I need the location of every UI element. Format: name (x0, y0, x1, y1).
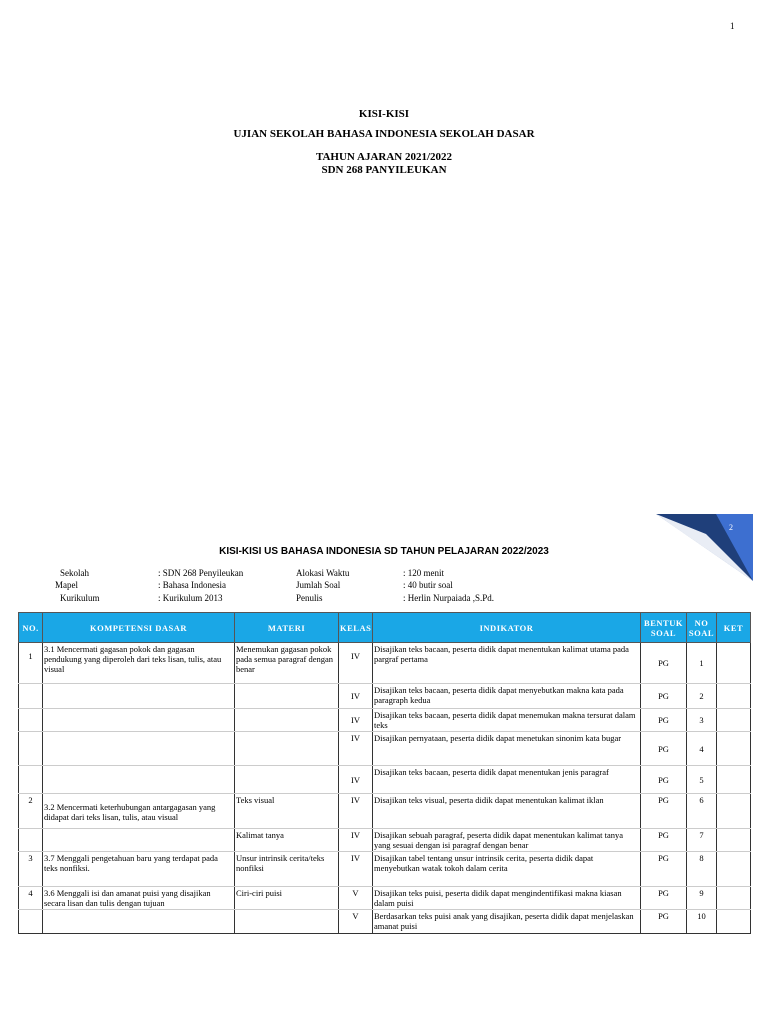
cell-no (19, 732, 43, 766)
cell-ket (717, 643, 751, 684)
cell-bentuk: PG (641, 794, 687, 829)
table-header-row (19, 613, 751, 643)
table-row (19, 766, 751, 794)
cell-indikator: Disajikan pernyataan, peserta didik dapat menetukan sinonim kata bugar (373, 732, 641, 766)
kisi-kisi-table (18, 612, 751, 934)
cell-kelas: IV (339, 684, 373, 709)
header-indikator: INDIKATOR (373, 613, 641, 643)
table-row (19, 887, 751, 910)
cell-bentuk: PG (641, 829, 687, 852)
cell-bentuk: PG (641, 732, 687, 766)
cell-ket (717, 709, 751, 732)
cell-no: 2 (19, 794, 43, 829)
cell-nosoal: 9 (687, 887, 717, 910)
cell-kd: 3.7 Menggali pengetahuan baru yang terdapat pada teks nonfiksi. (43, 852, 235, 887)
cell-indikator: Disajikan teks visual, peserta didik dapat menentukan kalimat iklan (373, 794, 641, 829)
page-number-1: 1 (730, 21, 735, 31)
table-row (19, 910, 751, 934)
cell-kelas: IV (339, 829, 373, 852)
table-row (19, 732, 751, 766)
cell-nosoal: 7 (687, 829, 717, 852)
cell-no: 3 (19, 852, 43, 887)
table-row (19, 643, 751, 684)
cell-no (19, 766, 43, 794)
cell-kelas: V (339, 910, 373, 934)
cell-materi (235, 732, 339, 766)
cell-nosoal: 5 (687, 766, 717, 794)
cell-kelas: IV (339, 732, 373, 766)
doc-title: KISI-KISI (358, 108, 410, 120)
doc-school: SDN 268 PANYILEUKAN (321, 164, 447, 176)
cell-kd: 3.2 Mencermati keterhubungan antargagasan yang didapat dari teks lisan, tulis, atau visual (43, 794, 235, 829)
header-no-soal: NO SOAL (687, 613, 717, 643)
meta-label-kurikulum: Kurikulum (60, 593, 100, 603)
meta-label-penulis: Penulis (296, 593, 323, 603)
cell-nosoal: 3 (687, 709, 717, 732)
cell-nosoal: 1 (687, 643, 717, 684)
cell-bentuk: PG (641, 766, 687, 794)
cell-no: 4 (19, 887, 43, 910)
cell-nosoal: 10 (687, 910, 717, 934)
cell-kelas: IV (339, 643, 373, 684)
cell-indikator: Disajikan teks bacaan, peserta didik dapat menemukan makna tersurat dalam teks (373, 709, 641, 732)
cell-bentuk: PG (641, 910, 687, 934)
cell-materi (235, 684, 339, 709)
cell-nosoal: 8 (687, 852, 717, 887)
header-materi: MATERI (235, 613, 339, 643)
cell-kd (43, 732, 235, 766)
cell-indikator: Disajikan teks puisi, peserta didik dapat mengindentifikasi makna kiasan dalam puisi (373, 887, 641, 910)
cell-no (19, 829, 43, 852)
cell-nosoal: 4 (687, 732, 717, 766)
cell-no (19, 709, 43, 732)
cell-ket (717, 887, 751, 910)
header-bentuk-soal: BENTUK SOAL (641, 613, 687, 643)
page-number-2: 2 (729, 523, 733, 532)
cell-bentuk: PG (641, 852, 687, 887)
cell-ket (717, 684, 751, 709)
cell-indikator: Disajikan teks bacaan, peserta didik dapat menentukan jenis paragraf (373, 766, 641, 794)
cell-ket (717, 852, 751, 887)
cell-nosoal: 6 (687, 794, 717, 829)
doc-subtitle: UJIAN SEKOLAH BAHASA INDONESIA SEKOLAH DASAR (233, 128, 535, 140)
header-kelas: KELAS (339, 613, 373, 643)
meta-value-kurikulum: : Kurikulum 2013 (158, 593, 223, 603)
cell-materi: Menemukan gagasan pokok pada semua paragraf dengan benar (235, 643, 339, 684)
cell-kelas: V (339, 887, 373, 910)
cell-materi (235, 766, 339, 794)
cell-bentuk: PG (641, 887, 687, 910)
meta-value-mapel: : Bahasa Indonesia (158, 580, 226, 590)
table-row (19, 684, 751, 709)
cell-kelas: IV (339, 709, 373, 732)
meta-value-alokasi: : 120 menit (403, 568, 444, 578)
cell-kd (43, 684, 235, 709)
cell-kd: 3.6 Menggali isi dan amanat puisi yang disajikan secara lisan dan tulis dengan tujuan (43, 887, 235, 910)
table-row (19, 709, 751, 732)
cell-kd (43, 910, 235, 934)
header-kompetensi-dasar: KOMPETENSI DASAR (43, 613, 235, 643)
cell-kd (43, 829, 235, 852)
cell-bentuk: PG (641, 709, 687, 732)
cell-indikator: Disajikan sebuah paragraf, peserta didik dapat menentukan kalimat tanya yang sesuai dengan isi paragraf dengan benar (373, 829, 641, 852)
cell-materi: Teks visual (235, 794, 339, 829)
header-no: NO. (19, 613, 43, 643)
cell-bentuk: PG (641, 684, 687, 709)
cell-kelas: IV (339, 794, 373, 829)
cell-indikator: Disajikan teks bacaan, peserta didik dapat menentukan kalimat utama pada pargraf pertama (373, 643, 641, 684)
meta-value-jumlah: : 40 butir soal (403, 580, 453, 590)
doc-year: TAHUN AJARAN 2021/2022 (315, 151, 453, 163)
cell-materi (235, 910, 339, 934)
cell-no: 1 (19, 643, 43, 684)
cell-materi: Kalimat tanya (235, 829, 339, 852)
cell-bentuk: PG (641, 643, 687, 684)
cell-no (19, 910, 43, 934)
cell-ket (717, 732, 751, 766)
cell-kelas: IV (339, 852, 373, 887)
cell-nosoal: 2 (687, 684, 717, 709)
meta-label-mapel: Mapel (55, 580, 78, 590)
cell-materi: Unsur intrinsik cerita/teks nonfiksi (235, 852, 339, 887)
table-row (19, 794, 751, 829)
cell-kd (43, 709, 235, 732)
cell-kd: 3.1 Mencermati gagasan pokok dan gagasan pendukung yang diperoleh dari teks lisan, tulis, atau visual (43, 643, 235, 684)
cell-materi (235, 709, 339, 732)
cell-ket (717, 766, 751, 794)
table-row (19, 829, 751, 852)
cell-no (19, 684, 43, 709)
table-heading: KISI-KISI US BAHASA INDONESIA SD TAHUN PELAJARAN 2022/2023 (219, 546, 549, 557)
cell-ket (717, 794, 751, 829)
cell-ket (717, 829, 751, 852)
table-row (19, 852, 751, 887)
cell-ket (717, 910, 751, 934)
cell-indikator: Berdasarkan teks puisi anak yang disajikan, peserta didik dapat menjelaskan amanat puisi (373, 910, 641, 934)
cell-indikator: Disajikan tabel tentang unsur intrinsik cerita, peserta didik dapat menyebutkan watak tokoh dalam cerita (373, 852, 641, 887)
cell-indikator: Disajikan teks bacaan, peserta didik dapat menyebutkan makna kata pada paragraph kedua (373, 684, 641, 709)
meta-label-sekolah: Sekolah (60, 568, 89, 578)
cell-materi: Ciri-ciri puisi (235, 887, 339, 910)
meta-value-penulis: : Herlin Nurpaiada ,S.Pd. (403, 593, 494, 603)
header-ket: KET (717, 613, 751, 643)
meta-label-jumlah: Jumlah Soal (296, 580, 341, 590)
meta-label-alokasi: Alokasi Waktu (296, 568, 350, 578)
cell-kd (43, 766, 235, 794)
cell-kelas: IV (339, 766, 373, 794)
meta-value-sekolah: : SDN 268 Penyileukan (158, 568, 244, 578)
